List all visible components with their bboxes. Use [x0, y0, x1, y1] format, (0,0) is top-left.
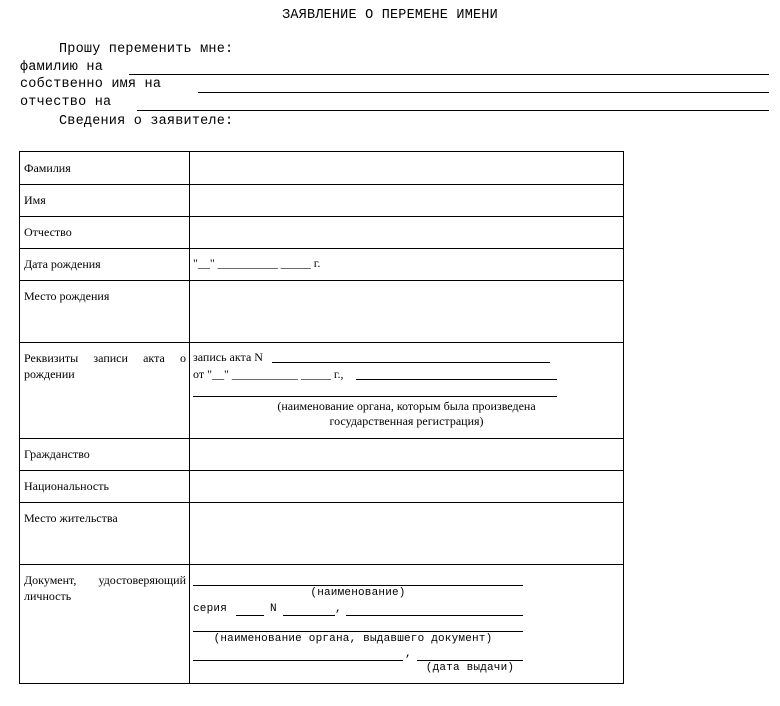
- id-name-note: (наименование): [310, 587, 406, 599]
- column-divider: [189, 248, 190, 280]
- table-row: [20, 342, 623, 439]
- birth-date-field[interactable]: "__" __________ _____ г.: [193, 256, 321, 270]
- table-row: [20, 564, 623, 683]
- record-extra-field[interactable]: [356, 379, 557, 380]
- first-name-label: Имя: [24, 193, 46, 207]
- table-row: [20, 438, 623, 471]
- id-series-field[interactable]: [236, 615, 264, 616]
- column-divider: [189, 502, 190, 564]
- column-divider: [189, 152, 190, 184]
- birth-place-label: Место рождения: [24, 289, 110, 303]
- id-date-note: (дата выдачи): [425, 662, 515, 674]
- surname-label: Фамилия: [24, 161, 71, 175]
- record-number-field[interactable]: [272, 362, 550, 363]
- id-extra-field[interactable]: [346, 615, 523, 616]
- table-row: [20, 184, 623, 217]
- surname-change-field[interactable]: [129, 74, 769, 75]
- first-name-change-field[interactable]: [198, 92, 769, 93]
- column-divider: [189, 184, 190, 216]
- patronymic-change-field[interactable]: [137, 110, 769, 111]
- record-number-label: запись акта N: [193, 350, 263, 364]
- id-issuing-org-field[interactable]: [193, 631, 523, 632]
- id-comma-2: ,: [405, 648, 412, 660]
- id-series-label: серия: [193, 603, 228, 615]
- id-issuing-org-field-2[interactable]: [193, 660, 403, 661]
- id-number-label: N: [270, 603, 277, 615]
- table-row: [20, 152, 623, 185]
- id-document-label: Документ, удостоверяющий личность: [24, 573, 186, 603]
- column-divider: [189, 438, 190, 470]
- residence-label: Место жительства: [24, 511, 118, 525]
- patronymic-change-label: отчество на: [20, 95, 112, 110]
- birth-record-label: Реквизиты записи акта о рождении: [24, 351, 186, 381]
- birth-date-label: Дата рождения: [24, 257, 101, 271]
- record-org-field[interactable]: [193, 396, 557, 397]
- surname-change-label: фамилию на: [20, 60, 104, 75]
- record-org-note-1: (наименование органа, которым была произведена: [277, 399, 536, 413]
- column-divider: [189, 564, 190, 683]
- patronymic-label: Отчество: [24, 225, 72, 239]
- first-name-change-label: собственно имя на: [20, 77, 162, 92]
- id-org-note: (наименование органа, выдавшего документ): [213, 633, 493, 645]
- id-issue-date-field[interactable]: [417, 660, 523, 661]
- table-row: [20, 216, 623, 249]
- table-row: [20, 248, 623, 281]
- nationality-label: Национальность: [24, 479, 109, 493]
- table-row: [20, 470, 623, 503]
- id-number-field[interactable]: [283, 615, 335, 616]
- page-title: ЗАЯВЛЕНИЕ О ПЕРЕМЕНЕ ИМЕНИ: [282, 8, 498, 23]
- applicant-table: [19, 151, 624, 684]
- record-date-label[interactable]: от "__" ___________ _____ г.,: [193, 367, 344, 381]
- table-row: [20, 502, 623, 565]
- intro-text: Прошу переменить мне:: [59, 42, 234, 57]
- column-divider: [189, 280, 190, 342]
- id-comma: ,: [335, 603, 342, 615]
- id-document-name-field[interactable]: [193, 585, 523, 586]
- column-divider: [189, 470, 190, 502]
- column-divider: [189, 342, 190, 438]
- column-divider: [189, 216, 190, 248]
- table-row: [20, 280, 623, 343]
- citizenship-label: Гражданство: [24, 447, 90, 461]
- record-org-note-2: государственная регистрация): [329, 414, 484, 428]
- applicant-info-heading: Сведения о заявителе:: [59, 114, 234, 129]
